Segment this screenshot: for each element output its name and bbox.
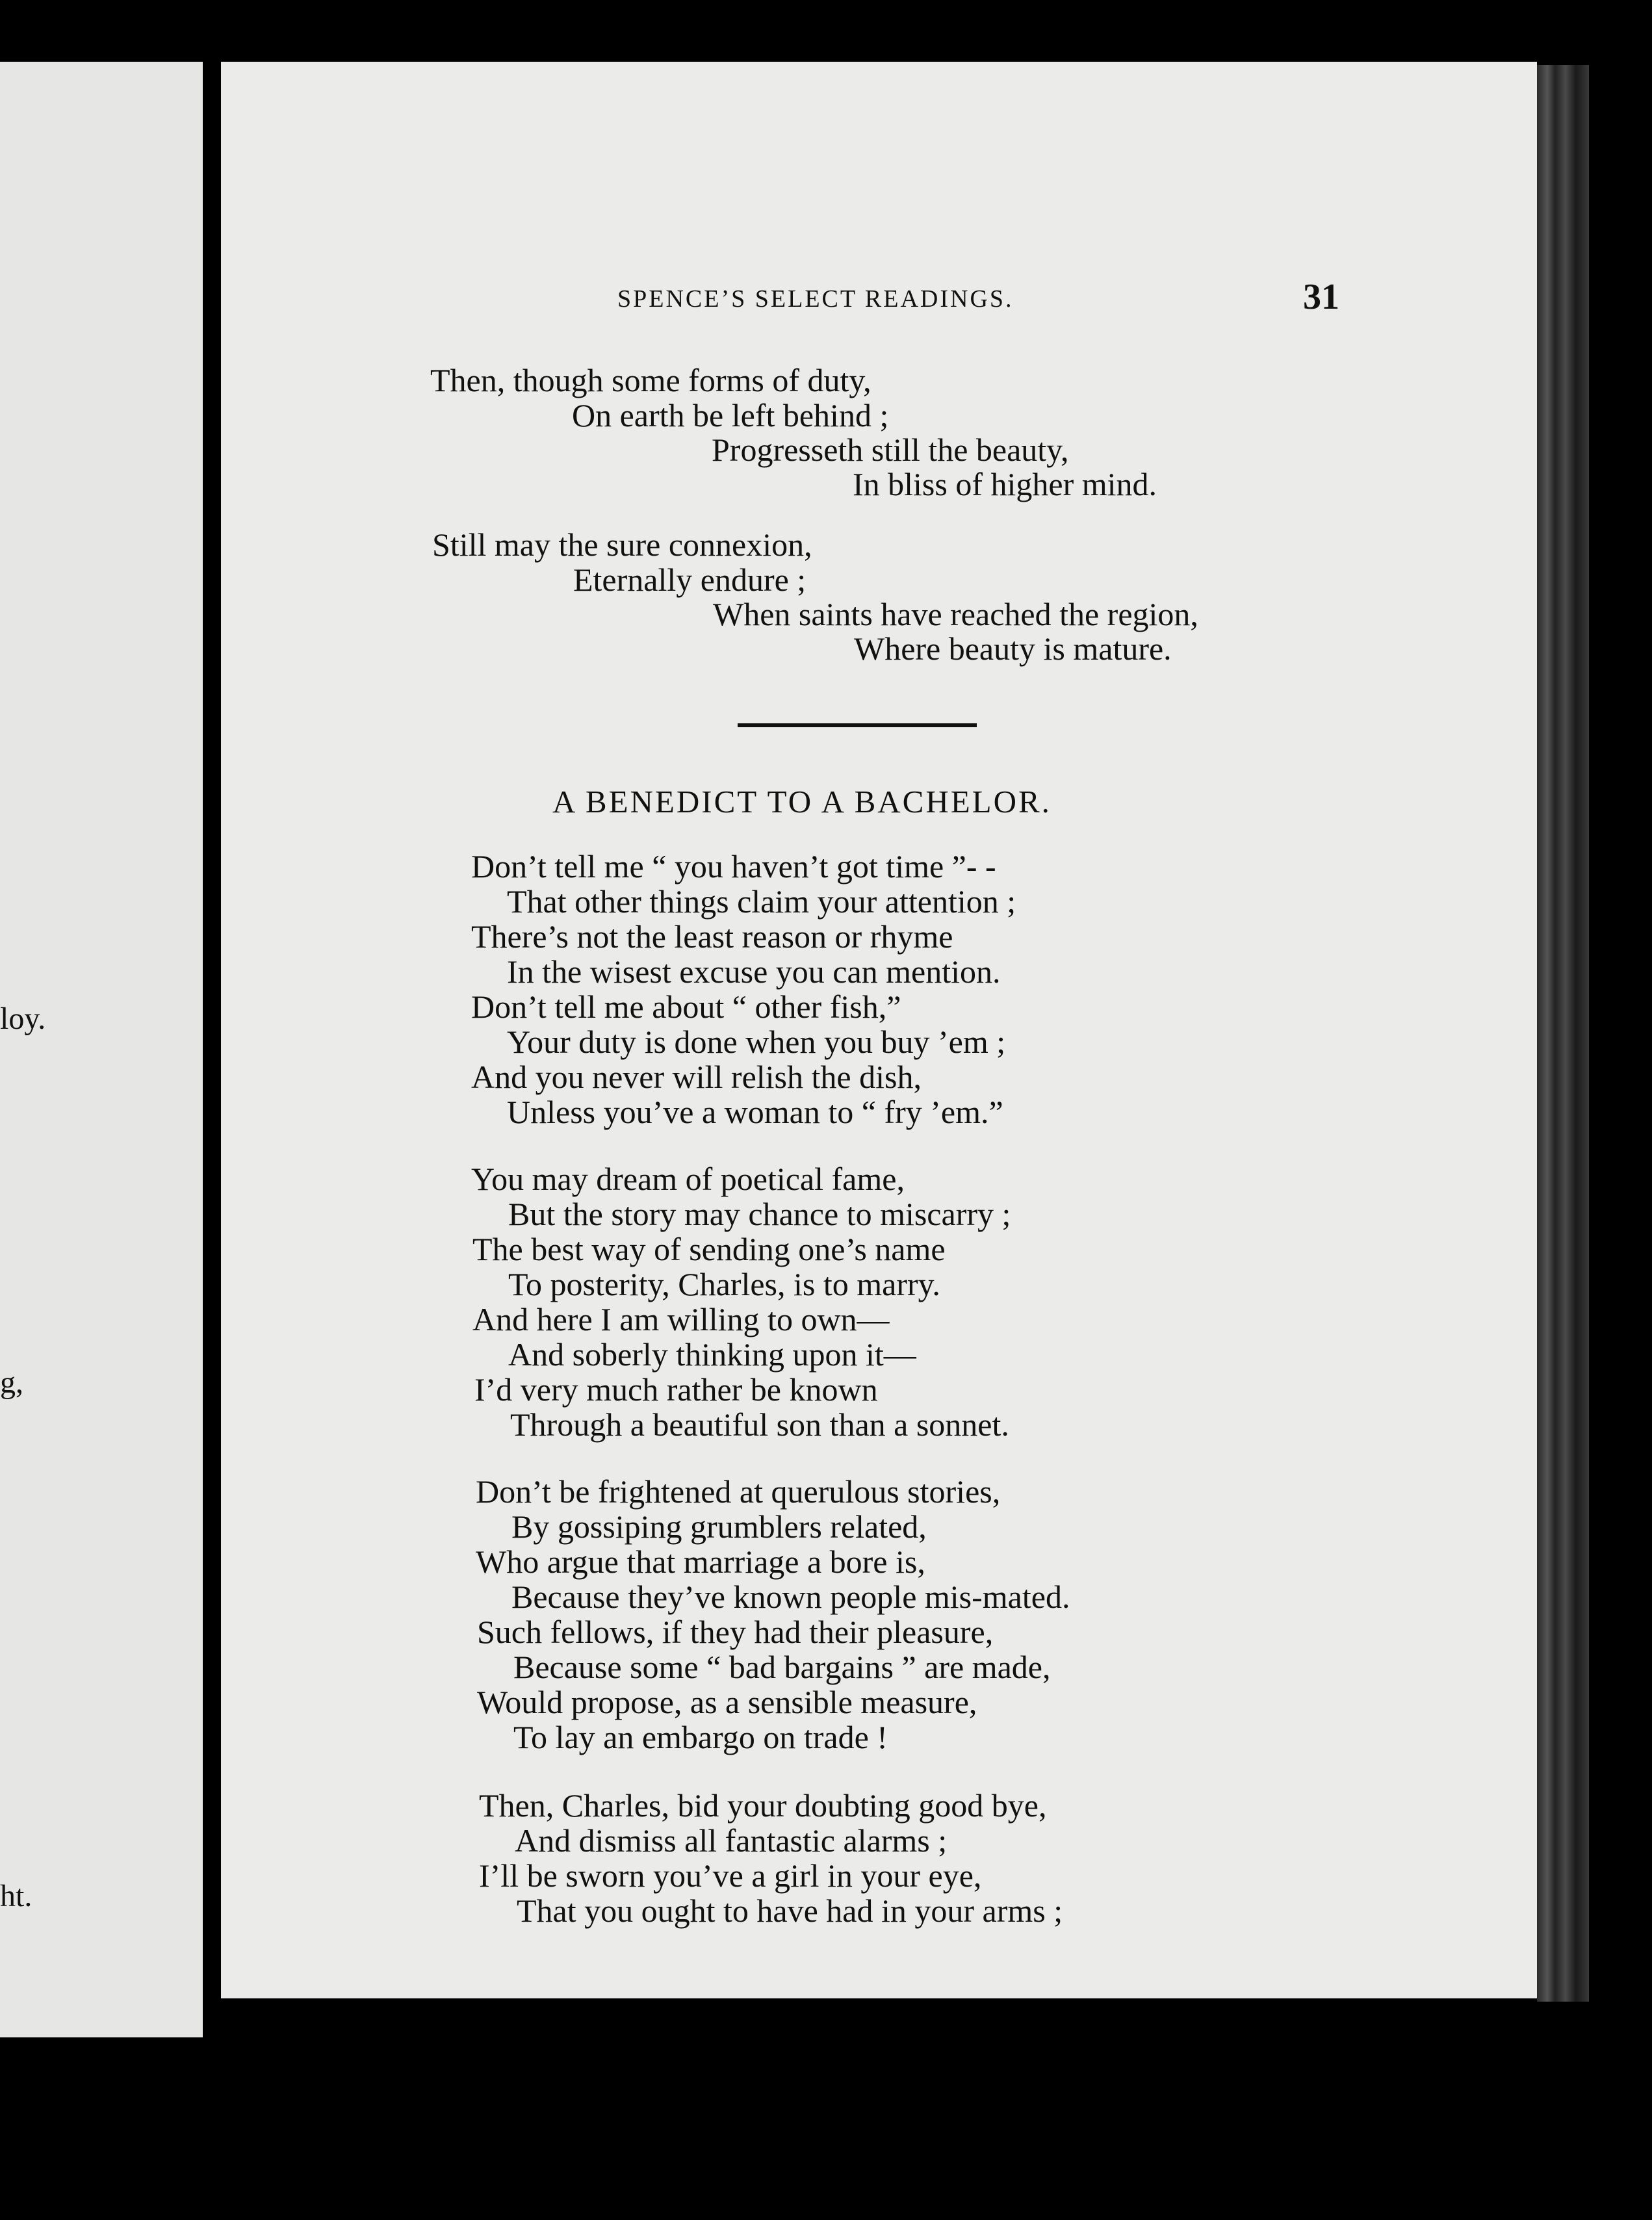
- verse-line: And soberly thinking upon it—: [508, 1336, 916, 1373]
- verse-line: And here I am willing to own—: [472, 1301, 890, 1337]
- verse-line: But the story may chance to miscarry ;: [508, 1196, 1011, 1232]
- verse-line: Through a beautiful son than a sonnet.: [510, 1406, 1009, 1443]
- page-number: 31: [1303, 277, 1339, 317]
- page-edges: [1537, 65, 1589, 2002]
- verse-line: Your duty is done when you buy ’em ;: [507, 1024, 1006, 1060]
- verse-line: Would propose, as a sensible measure,: [477, 1684, 977, 1720]
- verse-line: On earth be left behind ;: [572, 397, 889, 433]
- verse-line: In the wisest excuse you can mention.: [507, 953, 1001, 990]
- verse-line: Don’t be frightened at querulous stories,: [476, 1473, 1001, 1510]
- verse-line: By gossiping grumblers related,: [511, 1508, 927, 1545]
- verse-line: Because they’ve known people mis-mated.: [511, 1579, 1070, 1615]
- verse-line: Then, Charles, bid your doubting good bye,: [479, 1787, 1047, 1824]
- previous-page: [0, 62, 203, 2037]
- previous-page-fragment: ht.: [0, 1879, 32, 1913]
- verse-line: Then, though some forms of duty,: [430, 362, 871, 398]
- verse-line: Who argue that marriage a bore is,: [476, 1543, 925, 1580]
- poem-title: A BENEDICT TO A BACHELOR.: [552, 784, 1052, 820]
- verse-line: You may dream of poetical fame,: [471, 1161, 905, 1197]
- verse-line: And you never will relish the dish,: [471, 1059, 922, 1095]
- verse-line: Because some “ bad bargains ” are made,: [513, 1649, 1051, 1685]
- verse-line: Still may the sure connexion,: [432, 526, 812, 563]
- verse-line: The best way of sending one’s name: [472, 1231, 946, 1267]
- verse-line: I’d very much rather be known: [474, 1371, 878, 1408]
- verse-line: Unless you’ve a woman to “ fry ’em.”: [507, 1094, 1003, 1130]
- verse-line: To posterity, Charles, is to marry.: [508, 1266, 940, 1302]
- verse-line: Don’t tell me about “ other fish,”: [471, 988, 901, 1025]
- verse-line: When saints have reached the region,: [713, 596, 1198, 632]
- verse-line: Such fellows, if they had their pleasure,: [477, 1614, 994, 1650]
- verse-line: To lay an embargo on trade !: [513, 1719, 888, 1755]
- running-title: SPENCE’S SELECT READINGS.: [617, 285, 1014, 313]
- previous-page-fragment: loy.: [0, 1001, 46, 1036]
- verse-line: That you ought to have had in your arms ;: [517, 1892, 1063, 1929]
- verse-line: And dismiss all fantastic alarms ;: [515, 1822, 948, 1859]
- verse-line: In bliss of higher mind.: [853, 466, 1157, 502]
- verse-line: That other things claim your attention ;: [507, 883, 1016, 920]
- previous-page-fragment: g,: [0, 1365, 23, 1400]
- section-divider: [738, 723, 977, 727]
- verse-line: I’ll be sworn you’ve a girl in your eye,: [479, 1857, 982, 1894]
- verse-line: Eternally endure ;: [573, 561, 807, 598]
- verse-line: There’s not the least reason or rhyme: [471, 918, 953, 955]
- verse-line: Where beauty is mature.: [854, 630, 1172, 667]
- verse-line: Don’t tell me “ you haven’t got time ”- -: [471, 848, 996, 884]
- verse-line: Progresseth still the beauty,: [712, 432, 1069, 468]
